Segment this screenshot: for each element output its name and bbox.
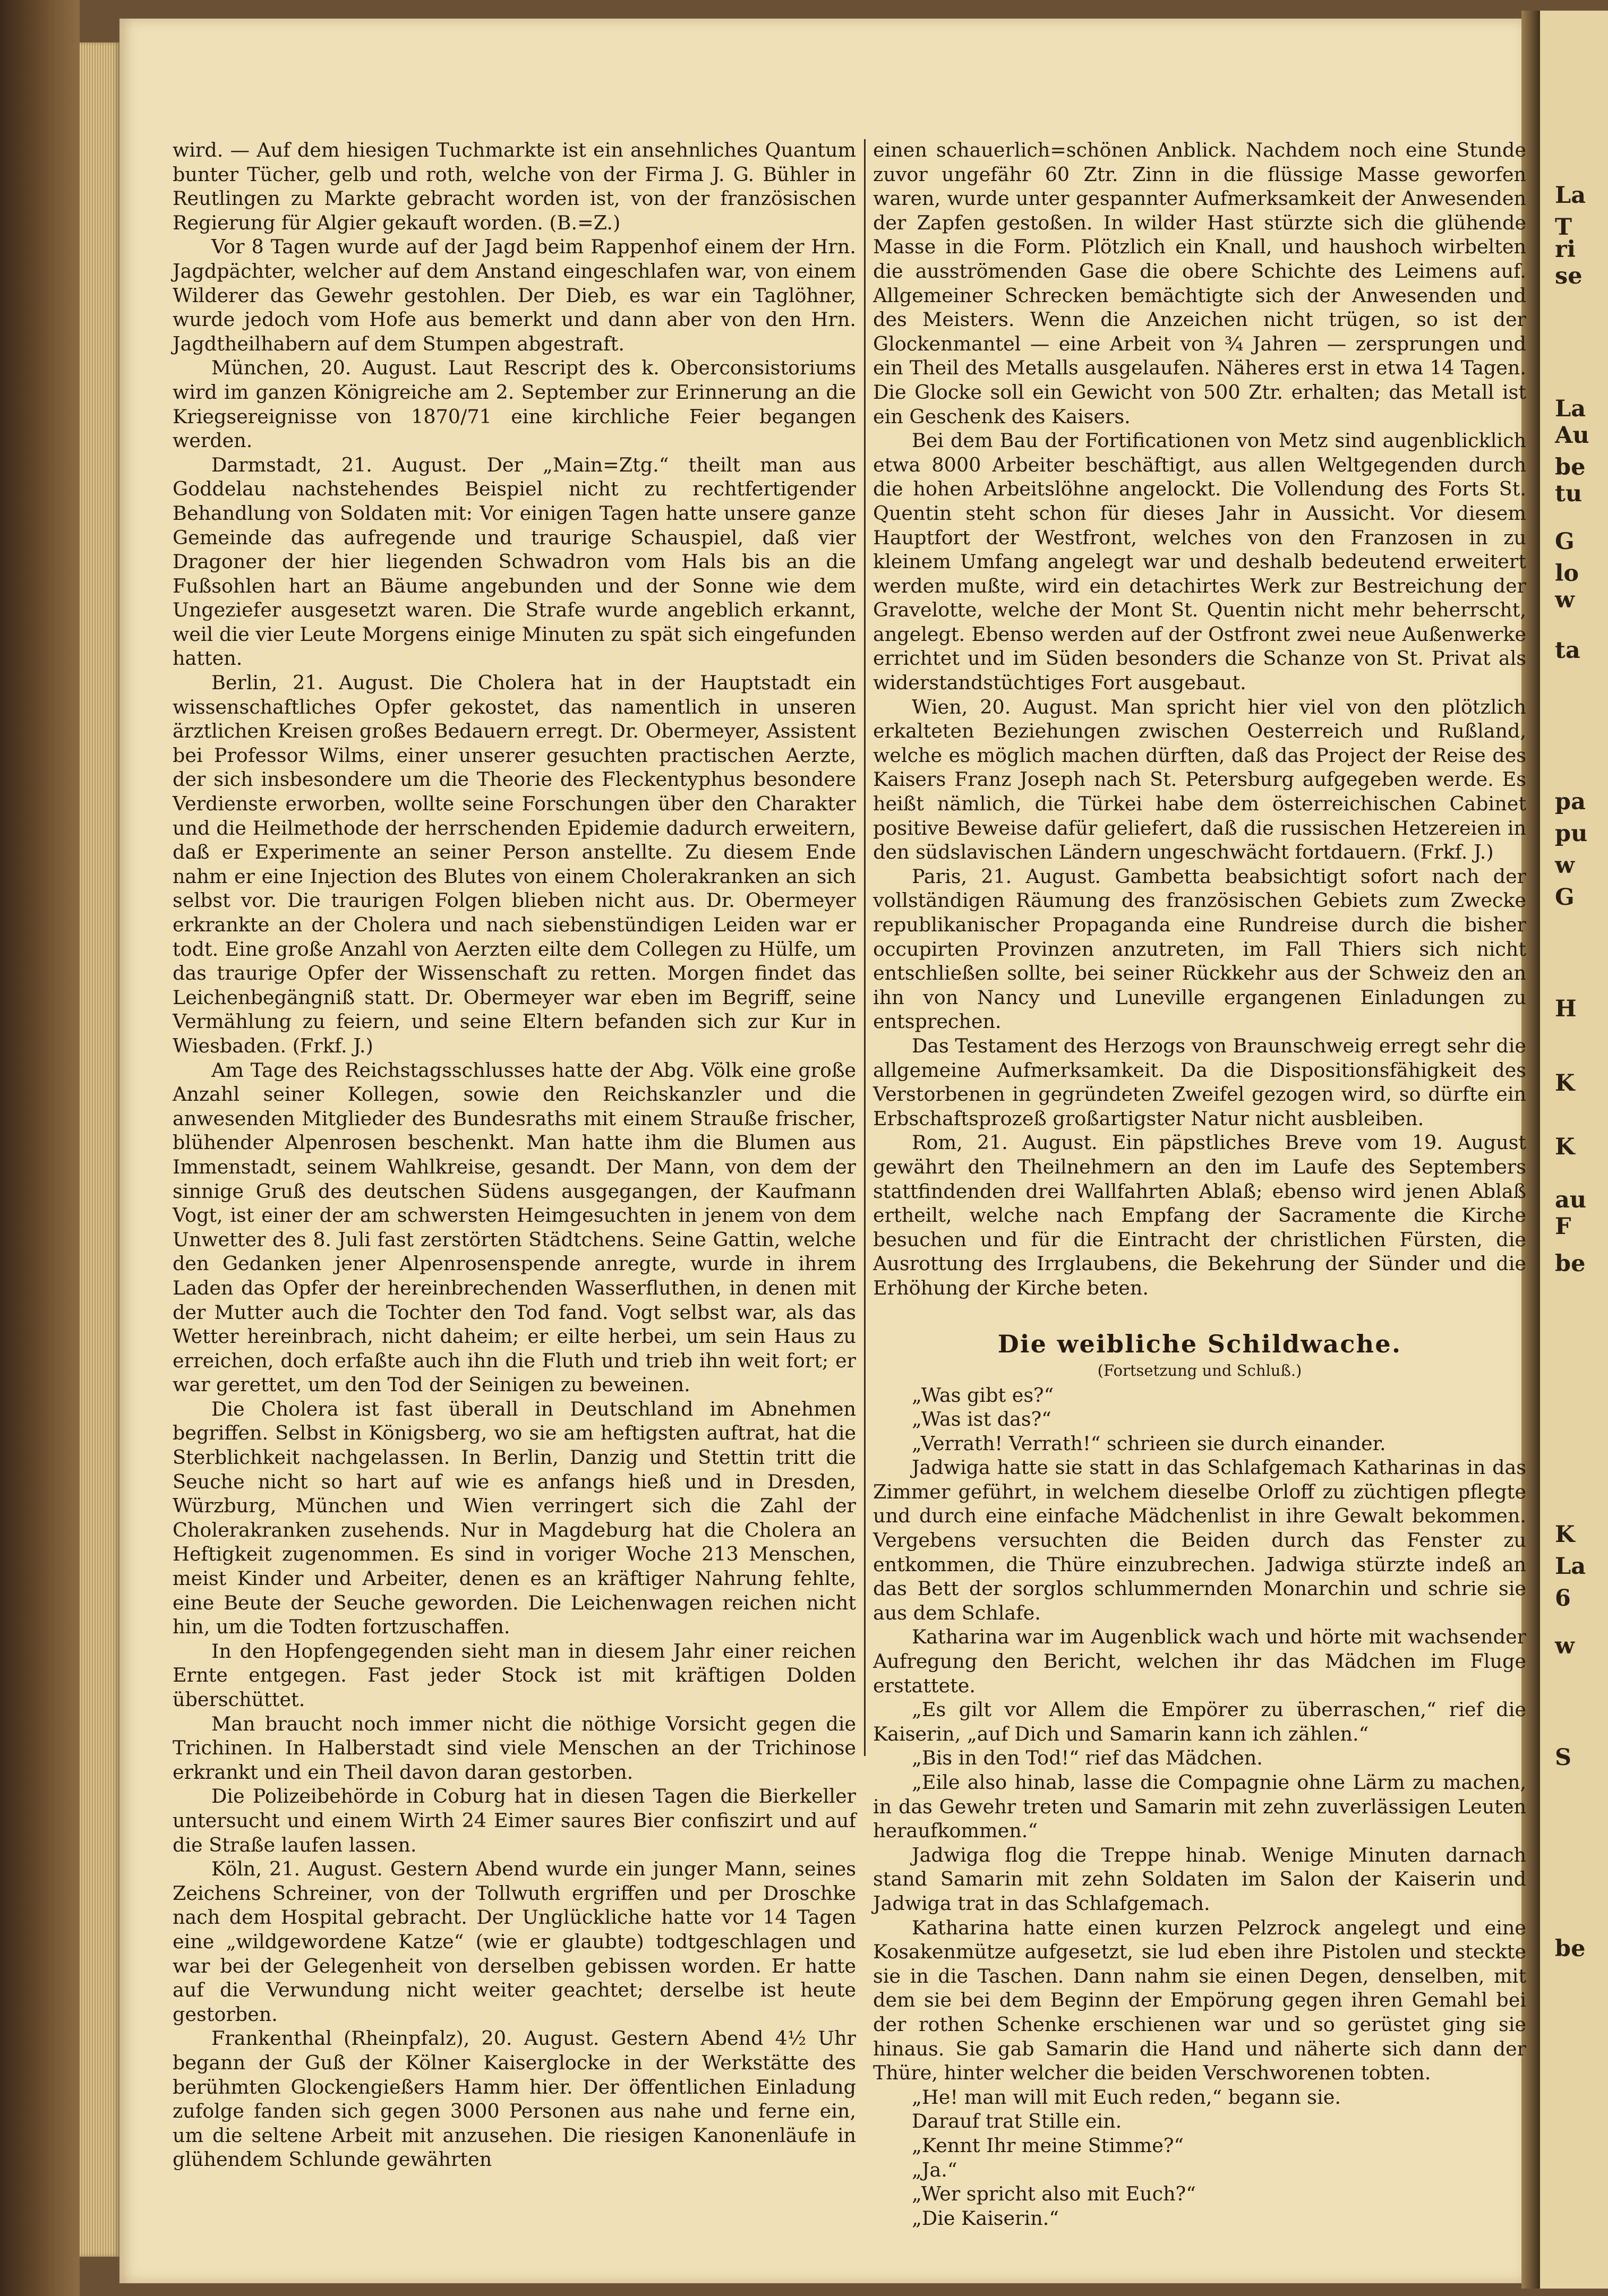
fragment-text: H [1555, 996, 1577, 1022]
story-paragraph: „Ja.“ [912, 2158, 957, 2181]
article-paragraph: Wien, 20. August. Man spricht hier viel von den plötzlich erkalteten Beziehungen zwischen Oesterreich und Rußland, welche es möglich machen dürften, daß das Project der Reise des Kaisers Franz Joseph nach St. Petersburg aufgegeben werde. Es heißt nämlich, die Türkei habe dem österreichischen Cabinet positive Beweise dafür geliefert, daß die russischen Hetzereien in den südslavischen Ländern ungeschwächt fortdauern. (Frkf. J.) [873, 695, 1526, 864]
fragment-text: G [1555, 884, 1575, 911]
fragment-text: La [1555, 396, 1586, 422]
fragment-text: S [1555, 1744, 1572, 1771]
article-paragraph: Die Cholera ist fast überall in Deutschland im Abnehmen begriffen. Selbst in Königsberg, wo sie am heftigsten auftrat, hat die Sterblichkeit nachgelassen. In Berlin, Danzig und Stettin tritt die Seuche nicht so hart auf wie es anfangs hieß und in Dresden, Würzburg, München und Wien verringert sich die Zahl der Cholerakranken zusehends. Nur in Magdeburg hat die Cholera an Heftigkeit zugenommen. Es sind in voriger Woche 213 Menschen, meist Kinder und Arbeiter, denen es an kräftiger Nahrung fehlte, eine Beute der Seuche geworden. Die Leichenwagen reichen nicht hin, um die Todten fortzuschaffen. [173, 1397, 856, 1639]
page-stack [80, 42, 119, 2257]
fragment-text: pu [1555, 820, 1588, 847]
fragment-text: T [1555, 214, 1572, 241]
article-paragraph: Paris, 21. August. Gambetta beabsichtigt sofort nach der vollständigen Räumung des französischen Gebiets zum Zwecke republikanischer Propaganda eine Rundreise durch die bisher occupirten Provinzen anzutreten, im Fall Thiers sich nicht entschließen sollte, bei seiner Rückkehr aus der Schweiz den an ihn von Nancy und Luneville ergangenen Einladungen zu entsprechen. [873, 864, 1526, 1033]
fragment-text: au [1555, 1187, 1587, 1213]
fragment-text: Au [1555, 422, 1589, 449]
story-paragraph: „Was gibt es?“ [912, 1383, 1054, 1407]
article-paragraph: In den Hopfengegenden sieht man in diesem Jahr einer reichen Ernte entgegen. Fast jeder Stock ist mit kräftigen Dolden überschüttet. [173, 1639, 856, 1711]
article-paragraph: München, 20. August. Laut Rescript des k. Oberconsistoriums wird im ganzen Königreiche am 2. September zur Erinnerung an die Kriegsereignisse von 1870/71 eine kirchliche Feier begangen werden. [173, 356, 856, 452]
story-title: Die weibliche Schildwache. [997, 1329, 1402, 1358]
story-paragraph: „Kennt Ihr meine Stimme?“ [912, 2134, 1184, 2157]
story-paragraph: „Die Kaiserin.“ [912, 2206, 1059, 2230]
article-paragraph: Darmstadt, 21. August. Der „Main=Ztg.“ theilt man aus Goddelau nachstehendes Beispiel nicht zu rechtfertigender Behandlung von Soldaten mit: Vor einigen Tagen hatte unsere ganze Gemeinde das aufregende und traurige Schauspiel, daß vier Dragoner der hier liegenden Schwadron vom Hals bis an die Fußsohlen hart an Bäume angebunden und der Sonne wie dem Ungeziefer ausgesetzt waren. Die Strafe wurde angeblich erkannt, weil die vier Leute Morgens einige Minuten zu spät sich eingefunden hatten. [173, 453, 856, 670]
left-column [173, 138, 856, 2172]
column-divider [864, 139, 866, 1756]
book-cover-edge [0, 0, 80, 2296]
article-paragraph: Berlin, 21. August. Die Cholera hat in der Hauptstadt ein wissenschaftliches Opfer gekostet, das namentlich in unseren ärztlichen Kreisen großes Bedauern erregt. Dr. Obermeyer, Assistent bei Professor Wilms, einer unserer gesuchten practischen Aerzte, der sich insbesondere um die Theorie des Fleckentyphus besondere Verdienste erworben, wollte seine Forschungen über den Charakter und die Heilmethode der herrschenden Epidemie dadurch erweitern, daß er Experimente an seiner Person anstellte. Zu diesem Ende nahm er eine Injection des Blutes von einem Cholerakranken an sich selbst vor. Die traurigen Folgen blieben nicht aus. Dr. Obermeyer erkrankte an der Cholera und nach siebenstündigen Leiden war er todt. Eine große Anzahl von Aerzten eilte dem Collegen zu Hülfe, um das traurige Opfer der Wissenschaft zu retten. Morgen findet das Leichenbegängniß statt. Dr. Obermeyer war eben im Begriff, seine Vermählung zu feiern, und seine Eltern befanden sich zur Kur in Wiesbaden. (Frkf. J.) [173, 671, 856, 1057]
fragment-text: lo [1555, 560, 1579, 587]
fragment-text: tu [1555, 481, 1583, 507]
fragment-text: F [1555, 1213, 1571, 1240]
story-paragraph: „Es gilt vor Allem die Empörer zu überraschen,“ rief die Kaiserin, „auf Dich und Samarin kann ich zählen.“ [873, 1698, 1526, 1745]
fragment-text: ta [1555, 637, 1580, 664]
story-paragraph: „Wer spricht also mit Euch?“ [912, 2182, 1196, 2206]
fragment-text: La [1555, 182, 1586, 209]
article-paragraph: einen schauerlich=schönen Anblick. Nachdem noch eine Stunde zuvor ungefähr 60 Ztr. Zinn in die flüssige Masse geworfen waren, wurde unter gespannter Aufmerksamkeit der Anwesenden der Zapfen gestoßen. In wilder Hast stürzte sich die glühende Masse in die Form. Plötzlich ein Knall, und haushoch wirbelten die ausströmenden Gase die obere Schichte des Leimens auf. Allgemeiner Schrecken bemächtigte sich der Anwesenden und des Meisters. Wenn die Anzeichen nicht trügen, so ist der Glockenmantel — eine Arbeit von ¾ Jahren — zersprungen und ein Theil des Metalls ausgelaufen. Näheres erst in etwa 14 Tagen. Die Glocke soll ein Gewicht von 500 Ztr. erhalten; das Metall ist ein Geschenk des Kaisers. [873, 139, 1526, 428]
fragment-text: se [1555, 263, 1583, 289]
right-column [873, 138, 1526, 2230]
story-paragraph: „Verrath! Verrath!“ schrieen sie durch einander. [912, 1432, 1386, 1455]
story-paragraph: Jadwiga hatte sie statt in das Schlafgemach Katharinas in das Zimmer geführt, in welchem dieselbe Orloff zu züchtigen pflegte und durch eine einfache Mädchenlist in ihre Gewalt bekommen. Vergebens versuchten die Beiden durch das Fenster zu entkommen, die Thüre einzubrechen. Jadwiga stürzte indeß an das Bett der sorglos schlummernden Monarchin und schrie sie aus dem Schlafe. [873, 1456, 1526, 1624]
fragment-text: K [1555, 1070, 1575, 1096]
article-paragraph: wird. — Auf dem hiesigen Tuchmarkte ist ein ansehnliches Quantum bunter Tücher, gelb und roth, welche von der Firma J. G. Bühler in Reutlingen zu Markte gebracht worden ist, von der französischen Regierung für Algier gekauft worden. (B.=Z.) [173, 139, 856, 234]
article-paragraph: Am Tage des Reichstagsschlusses hatte der Abg. Völk eine große Anzahl seiner Kollegen, sowie den Reichskanzler und die anwesenden Mitglieder des Bundesraths mit einem Strauße frischer, blühender Alpenrosen beschenkt. Man hatte ihm die Blumen aus Immenstadt, seinem Wahlkreise, gesandt. Der Mann, von dem der sinnige Gruß des deutschen Südens ausgegangen, der Kaufmann Vogt, ist einer der am schwersten Heimgesuchten in jenem von dem Unwetter des 8. Juli fast zerstörten Städtchens. Seine Gattin, welche den Gedanken jener Alpenrosenspende anregte, wurde in ihrem Laden das Opfer der hereinbrechenden Wasserfluthen, in denen mit der Mutter auch die Tochter den Tod fand. Vogt selbst war, als das Wetter hereinbrach, nicht daheim; er eilte herbei, um sein Haus zu erreichen, doch erfaßte auch ihn die Fluth und trieb ihn weit fort; er war gerettet, um den Tod der Seinigen zu beweinen. [173, 1058, 856, 1397]
article-paragraph: Die Polizeibehörde in Coburg hat in diesen Tagen die Bierkeller untersucht und einem Wirth 24 Eimer saures Bier confiszirt und auf die Straße laufen lassen. [173, 1785, 856, 1856]
fragment-text: La [1555, 1553, 1586, 1580]
article-paragraph: Das Testament des Herzogs von Braunschweig erregt sehr die allgemeine Aufmerksamkeit. Da die Dispositionsfähigkeit des Verstorbenen in gegründeten Zweifel gezogen wird, so dürfte ein Erbschaftsprozeß großartigster Natur nicht ausbleiben. [873, 1034, 1526, 1130]
fragment-text: G [1555, 528, 1575, 555]
fragment-text: w [1555, 587, 1575, 613]
facing-page-fragment [1540, 11, 1608, 2289]
story-paragraph: „Bis in den Tod!“ rief das Mädchen. [912, 1746, 1263, 1770]
article-paragraph: Frankenthal (Rheinpfalz), 20. August. Gestern Abend 4½ Uhr begann der Guß der Kölner Kaiserglocke in der Werkstätte des berühmten Glockengießers Hamm hier. Der öffentlichen Einladung zufolge fanden sich gegen 3000 Personen aus nahe und ferne ein, um die seltene Arbeit mit anzusehen. Die riesigen Kanonenläufe in glühendem Schlunde gewährten [173, 2027, 856, 2171]
story-paragraph: Katharina hatte einen kurzen Pelzrock angelegt und eine Kosakenmütze aufgesetzt, sie lud eben ihre Pistolen und steckte sie in die Taschen. Dann nahm sie einen Degen, denselben, mit dem sie bei dem Beginn der Empörung gegen ihren Gemahl bei der rothen Schenke erschienen war und so gerüstet ging sie hinaus. Sie gab Samarin die Hand und näherte sich dann der Thüre, hinter welcher die beiden Verschworenen tobten. [873, 1916, 1526, 2085]
fragment-text: be [1555, 454, 1586, 481]
fragment-text: be [1555, 1250, 1586, 1277]
article-paragraph: Bei dem Bau der Fortificationen von Metz sind augenblicklich etwa 8000 Arbeiter beschäftigt, aus allen Weltgegenden durch die hohen Arbeitslöhne angelockt. Die Vollendung des Forts St. Quentin steht schon für dieses Jahr in Aussicht. Vor diesem Hauptfort der Westfront, welches von den Franzosen in zu kleinem Umfang angelegt war und deshalb bedeutend erweitert werden mußte, wird ein detachirtes Werk zur Bestreichung der Gravelotte, welche der Mont St. Quentin nicht mehr beherrscht, angelegt. Ebenso werden auf der Ostfront zwei neue Außenwerke errichtet und im Süden besonders die Schanze von St. Privat als widerstandstüchtiges Fort ausgebaut. [873, 429, 1526, 695]
article-paragraph: Vor 8 Tagen wurde auf der Jagd beim Rappenhof einem der Hrn. Jagdpächter, welcher auf dem Anstand eingeschlafen war, von einem Wilderer das Gewehr gestohlen. Der Dieb, es war ein Taglöhner, wurde jedoch vom Hofe aus bemerkt und dann aber von den Hrn. Jagdtheilhabern auf dem Stumpen abgestraft. [173, 235, 856, 355]
fragment-text: K [1555, 1134, 1575, 1160]
fragment-text: w [1555, 1633, 1575, 1659]
article-paragraph: Man braucht noch immer nicht die nöthige Vorsicht gegen die Trichinen. In Halberstadt sind viele Menschen an der Trichinose erkrankt und ein Theil davon daran gestorben. [173, 1712, 856, 1784]
fragment-text: ri [1555, 236, 1576, 263]
story-paragraph: „Eile also hinab, lasse die Compagnie ohne Lärm zu machen, in das Gewehr treten und Samarin mit zehn zuverlässigen Leuten heraufkommen.“ [873, 1771, 1526, 1843]
fragment-text: 6 [1555, 1585, 1571, 1612]
story-subtitle: (Fortsetzung und Schluß.) [1097, 1361, 1302, 1380]
fragment-text: K [1555, 1521, 1575, 1548]
story-paragraph: Katharina war im Augenblick wach und hörte mit wachsender Aufregung den Bericht, welchen ihr das Mädchen im Fluge erstattete. [873, 1625, 1526, 1697]
fragment-text: be [1555, 1935, 1586, 1962]
story-paragraph: „Was ist das?“ [912, 1408, 1051, 1431]
story-paragraph: Jadwiga flog die Treppe hinab. Wenige Minuten darnach stand Samarin mit zehn Soldaten im Salon der Kaiserin und Jadwiga trat in das Schlafgemach. [873, 1843, 1526, 1915]
article-paragraph: Rom, 21. August. Ein päpstliches Breve vom 19. August gewährt den Theilnehmern an den im Laufe des Septembers stattfindenden drei Wallfahrten Ablaß; ebenso wird jenen Ablaß ertheilt, welche nach Empfang der Sacramente die Kirche besuchen und für die Eintracht der christlichen Fürsten, die Ausrottung des Irrglaubens, die Bekehrung der Sünder und die Erhöhung der Kirche beten. [873, 1131, 1526, 1299]
fragment-text: pa [1555, 789, 1586, 815]
fragment-text: w [1555, 852, 1575, 879]
article-paragraph: Köln, 21. August. Gestern Abend wurde ein junger Mann, seines Zeichens Schreiner, von der Tollwuth ergriffen und per Droschke nach dem Hospital gebracht. Der Unglückliche hatte vor 14 Tagen eine „wildgewordene Katze“ (wie er glaubte) todtgeschlagen und war bei der Gelegenheit von derselben gebissen worden. Er hatte auf die Verwundung nicht weiter geachtet; derselbe ist heute gestorben. [173, 1857, 856, 2026]
story-paragraph: „He! man will mit Euch reden,“ begann sie. [912, 2085, 1341, 2109]
story-paragraph: Darauf trat Stille ein. [912, 2110, 1122, 2133]
